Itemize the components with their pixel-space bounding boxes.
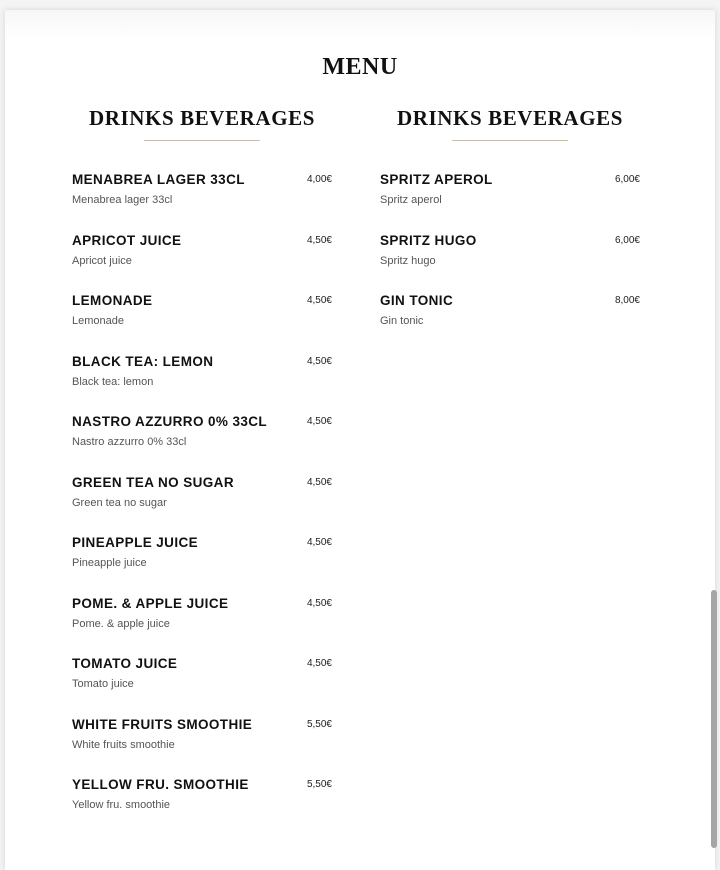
item-list: [72, 166, 332, 832]
item-price: 4,50€: [306, 355, 332, 367]
menu-item[interactable]: [380, 166, 640, 227]
item-name: WHITE FRUITS SMOOTHIE: [72, 716, 253, 732]
item-description: Menabrea lager 33cl: [72, 194, 173, 206]
menu-item[interactable]: [72, 711, 332, 772]
menu-item[interactable]: [72, 469, 332, 530]
item-name: GIN TONIC: [380, 293, 454, 308]
menu-page: [5, 10, 715, 870]
item-name: TOMATO JUICE: [72, 656, 178, 671]
title-divider: [144, 140, 260, 141]
item-description: Lemonade: [72, 315, 124, 327]
item-description: Green tea no sugar: [72, 496, 167, 509]
column-title: DRINKS BEVERAGES: [396, 106, 624, 130]
item-price: 8,00€: [614, 295, 640, 306]
item-description: Nastro azzurro 0% 33cl: [72, 436, 187, 448]
menu-item[interactable]: [72, 590, 332, 651]
item-price: 6,00€: [614, 234, 640, 246]
item-name: APRICOT JUICE: [72, 232, 182, 248]
item-price: 4,50€: [306, 295, 332, 306]
item-description: Yellow fru. smoothie: [72, 799, 171, 811]
drinks-column-left: [72, 104, 332, 811]
item-price: 4,50€: [306, 597, 332, 609]
item-name: SPRITZ APEROL: [380, 172, 493, 187]
menu-item[interactable]: [72, 529, 332, 590]
item-price: 4,50€: [306, 416, 332, 427]
item-name: NASTRO AZZURRO 0% 33CL: [72, 414, 268, 429]
item-description: Black tea: lemon: [72, 375, 154, 388]
menu-item[interactable]: [380, 287, 640, 348]
item-name: LEMONADE: [72, 293, 153, 308]
menu-item[interactable]: [72, 650, 332, 711]
item-name: SPRITZ HUGO: [380, 232, 477, 248]
column-title: DRINKS BEVERAGES: [88, 106, 316, 130]
title-divider: [452, 140, 568, 141]
item-name: YELLOW FRU. SMOOTHIE: [72, 777, 249, 792]
item-name: GREEN TEA NO SUGAR: [72, 474, 234, 490]
item-description: Spritz hugo: [380, 254, 436, 267]
item-price: 4,00€: [306, 174, 332, 185]
item-name: MENABREA LAGER 33CL: [72, 172, 245, 187]
item-price: 5,50€: [306, 779, 332, 790]
item-description: White fruits smoothie: [72, 738, 175, 751]
item-description: Apricot juice: [72, 254, 132, 267]
menu-item[interactable]: [72, 287, 332, 348]
item-description: Tomato juice: [72, 678, 134, 690]
item-name: BLACK TEA: LEMON: [72, 353, 214, 369]
top-band: [5, 10, 715, 38]
scrollbar-thumb[interactable]: [711, 590, 717, 848]
menu-item[interactable]: [72, 348, 332, 409]
menu-item[interactable]: [72, 408, 332, 469]
item-description: Gin tonic: [380, 315, 424, 327]
item-price: 5,50€: [306, 718, 332, 730]
menu-item[interactable]: [72, 227, 332, 288]
menu-item[interactable]: [380, 227, 640, 288]
item-price: 4,50€: [306, 537, 332, 548]
item-description: Pome. & apple juice: [72, 617, 170, 630]
item-name: POME. & APPLE JUICE: [72, 595, 229, 611]
item-description: Pineapple juice: [72, 557, 147, 569]
item-price: 4,50€: [306, 476, 332, 488]
menu-item[interactable]: [72, 771, 332, 832]
drinks-column-right: [380, 104, 640, 327]
item-description: Spritz aperol: [380, 194, 442, 206]
item-price: 6,00€: [614, 174, 640, 185]
item-list: [380, 166, 640, 348]
item-name: PINEAPPLE JUICE: [72, 535, 199, 550]
item-price: 4,50€: [306, 658, 332, 669]
menu-item[interactable]: [72, 166, 332, 227]
item-price: 4,50€: [306, 234, 332, 246]
page-title: MENU: [322, 54, 398, 80]
